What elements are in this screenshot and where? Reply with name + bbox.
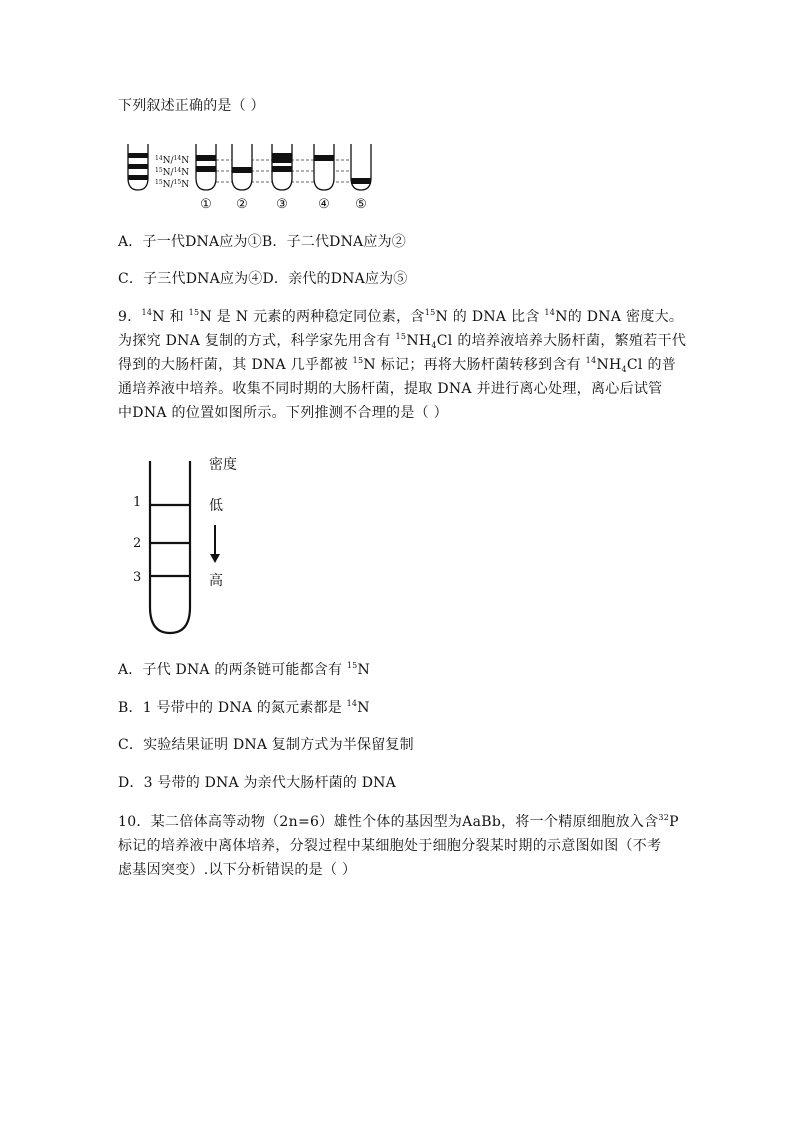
reference-tube [128, 144, 148, 190]
q9-stem-line-5: 中DNA 的位置如图所示。下列推测不合理的是（ ） [118, 405, 448, 421]
q10-stem-line-1: 10．某二倍体高等动物（2n=6）雄性个体的基因型为AaBb，将一个精原细胞放入含$^{32}$P [118, 813, 679, 830]
q10-stem-line-3: 虑基因突变）.以下分析错误的是（ ） [118, 862, 357, 878]
q8-options-ab: A．子一代DNA应为①B．子二代DNA应为② [118, 234, 406, 250]
tube-2 [232, 144, 252, 190]
q9-option-c: C．实验结果证明 DNA 复制方式为半保留复制 [118, 737, 414, 753]
density-label: 密度 [209, 457, 237, 473]
q9-option-d: D．3 号带的 DNA 为亲代大肠杆菌的 DNA [118, 775, 396, 791]
arrow-down-icon [210, 525, 220, 563]
q9-option-b: B．1 号带中的 DNA 的氮元素都是 $^{14}$N [118, 699, 370, 716]
label-14n-14n: $^{14}$N/$^{14}$N [155, 155, 190, 166]
q9-stem-line-4: 通培养液中培养。收集不同时期的大肠杆菌，提取 DNA 并进行离心处理，离心后试管 [118, 381, 663, 397]
q8-stem: 下列叙述正确的是（ ） [118, 98, 265, 114]
label-15n-15n: $^{15}$N/$^{15}$N [155, 179, 190, 190]
band-number-2: 2 [133, 536, 142, 551]
high-label: 高 [209, 573, 223, 589]
q10-stem-line-2: 标记的培养液中离体培养，分裂过程中某细胞处于细胞分裂某时期的示意图如图（不考 [118, 838, 662, 854]
q10-stem [118, 810, 678, 882]
q9-stem-line-3: 得到的大肠杆菌，其 DNA 几乎都被 $^{15}$N 标记；再将大肠杆菌转移到含有 $^{14}NH_4Cl$ 的普 [118, 356, 677, 374]
tube-number-3: ③ [276, 197, 288, 212]
label-15n-14n: $^{15}$N/$^{14}$N [155, 167, 190, 178]
tube-number-2: ② [236, 197, 248, 212]
q9-stem-line-2: 为探究 DNA 复制的方式，科学家先用含有 $^{15}NH_4Cl$ 的培养液培养大肠杆菌，繁殖若干代 [118, 332, 687, 350]
low-label: 低 [209, 498, 223, 514]
q9-option-a: A．子代 DNA 的两条链可能都含有 $^{15}$N [118, 661, 370, 678]
tube-number-5: ⑤ [355, 197, 367, 212]
tube-3 [272, 144, 292, 190]
q8-density-tubes-figure [118, 140, 388, 215]
tube-5 [351, 144, 371, 190]
q9-stem-line-1: 9．$^{14}$N 和 $^{15}$N 是 N 元素的两种稳定同位素，含$^{15}$N 的 DNA 比含 $^{14}$N的 DNA 密度大。 [118, 308, 684, 325]
band-number-1: 1 [133, 495, 142, 510]
q8-options-cd: C．子三代DNA应为④D．亲代的DNA应为⑤ [118, 271, 408, 287]
tube-number-1: ① [200, 197, 212, 212]
band-number-3: 3 [133, 570, 142, 585]
tube-1 [196, 144, 216, 190]
tube-number-4: ④ [318, 197, 330, 212]
q9-centrifuge-tube-figure [128, 455, 258, 640]
q9-stem [118, 305, 687, 425]
tube-4 [314, 144, 334, 190]
